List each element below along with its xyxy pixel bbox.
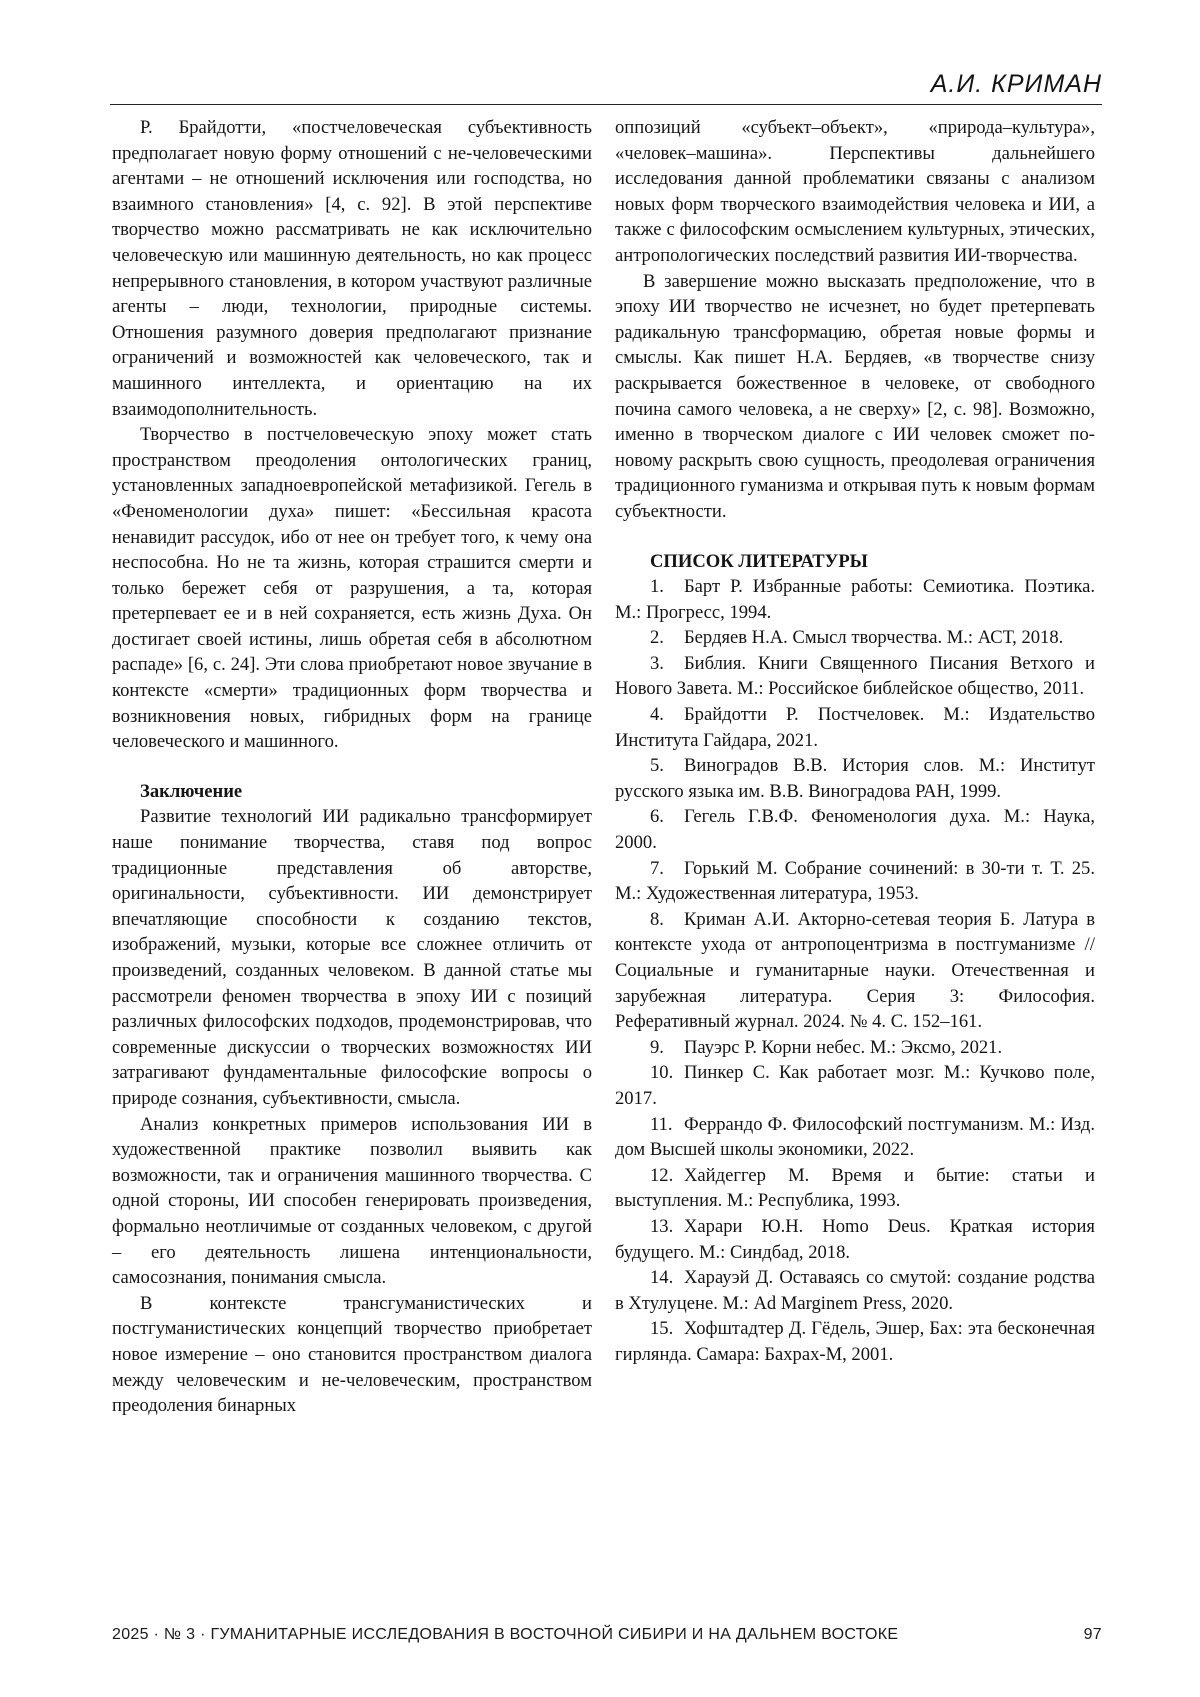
reference-item: [615, 804, 1095, 855]
left-column: [112, 115, 592, 1419]
reference-text: Виноградов В.В. История слов. М.: Институт русского языка им. В.В. Виноградова РАН, 1999.: [615, 755, 1095, 802]
reference-text: Харари Ю.Н. Homo Deus. Краткая история будущего. М.: Синдбад, 2018.: [615, 1215, 1095, 1263]
journal-title: 2025 · № 3 · ГУМАНИТАРНЫЕ ИССЛЕДОВАНИЯ В ВОСТОЧНОЙ СИБИРИ И НА ДАЛЬНЕМ ВОСТОКЕ: [112, 1626, 899, 1643]
reference-number: 1.: [650, 576, 664, 598]
reference-number: 14.: [650, 1267, 674, 1289]
reference-item: [615, 1163, 1095, 1214]
references-list: [615, 574, 1095, 1367]
reference-item: [615, 702, 1095, 753]
header-rule: [110, 104, 1102, 105]
running-header-author: А.И. КРИМАН: [930, 70, 1102, 98]
reference-item: [615, 1316, 1095, 1367]
reference-text: Пинкер С. Как работает мозг. М.: Кучково поле, 2017.: [615, 1062, 1095, 1109]
reference-number: 5.: [650, 755, 664, 777]
reference-item: [615, 1214, 1095, 1265]
reference-item: [615, 574, 1095, 625]
body-paragraph: В завершение можно высказать предположение, что в эпоху ИИ творчество не исчезнет, но будет претерпевать радикальную трансформацию, обретая новые формы и смыслы. Как пишет Н.А. Бердяев, «в творчестве снизу раскрывается божественное в человеке, от свободного почина самого человека, а не сверху» [2, с. 98]. Возможно, именно в творческом диалоге с ИИ человек сможет по-новому раскрыть свою сущность, преодолевая ограничения традиционного гуманизма и открывая путь к новым формам субъектности.: [615, 270, 1095, 522]
reference-number: 8.: [650, 908, 664, 930]
reference-number: 3.: [650, 652, 664, 674]
body-paragraph: оппозиций «субъект–объект», «природа–культура», «человек–машина». Перспективы дальнейшего исследования данной проблематики связаны с анализом новых форм творческого взаимодействия человека и ИИ, а также с философским осмыслением культурных, этических, антропологических последствий развития ИИ-творчества.: [615, 117, 1095, 266]
reference-number: 15.: [650, 1318, 674, 1340]
body-paragraph: Анализ конкретных примеров использования ИИ в художественной практике позволил выявить как возможности, так и ограничения машинного творчества. С одной стороны, ИИ способен генерировать произведения, формально неотличимые от созданных человеком, с другой – его деятельность лишена интенциональности, самосознания, понимания смысла.: [112, 1113, 592, 1289]
references-heading: СПИСОК ЛИТЕРАТУРЫ: [650, 550, 868, 572]
reference-text: Хофштадтер Д. Гёдель, Эшер, Бах: эта бесконечная гирлянда. Самара: Бахрах-М, 2001.: [615, 1318, 1095, 1365]
reference-text: Гегель Г.В.Ф. Феноменология духа. М.: Наука, 2000.: [615, 806, 1095, 854]
reference-item: [615, 1035, 1095, 1061]
reference-number: 11.: [650, 1113, 673, 1135]
reference-text: Феррандо Ф. Философский постгуманизм. М.: Изд. дом Высшей школы экономики, 2022.: [615, 1113, 1095, 1161]
reference-text: Криман А.И. Акторно-сетевая теория Б. Латура в контексте ухода от антропоцентризма в постгуманизме // Социальные и гуманитарные науки. Отечественная и зарубежная литература. Серия 3: Философия. Реферативный журнал. 2024. № 4. С. 152–161.: [615, 908, 1095, 1033]
reference-item: [615, 907, 1095, 1035]
reference-number: 13.: [650, 1215, 674, 1237]
reference-number: 6.: [650, 806, 664, 828]
reference-item: [615, 625, 1095, 651]
conclusion-heading: Заключение: [140, 780, 243, 802]
reference-number: 4.: [650, 704, 664, 726]
reference-number: 7.: [650, 857, 664, 879]
reference-text: Хайдеггер М. Время и бытие: статьи и выступления. М.: Республика, 1993.: [615, 1164, 1095, 1212]
body-paragraph: Р. Брайдотти, «постчеловеческая субъективность предполагает новую форму отношений с не-человеческими агентами – не отношений исключения или господства, но взаимного становления» [4, с. 92]. В этой перспективе творчество можно рассматривать не как исключительно человеческую или машинную деятельность, но как процесс непрерывного становления, в котором участвуют различные агенты – люди, технологии, природные системы. Отношения разумного доверия предполагают признание ограничений и возможностей как человеческого, так и машинного интеллекта, и ориентацию на их взаимодополнительность.: [112, 117, 592, 420]
reference-item: [615, 1112, 1095, 1163]
reference-item: [615, 1265, 1095, 1316]
reference-number: 10.: [650, 1062, 674, 1084]
right-column: [615, 115, 1095, 1368]
reference-text: Пауэрс Р. Корни небес. М.: Эксмо, 2021.: [684, 1036, 1003, 1058]
reference-number: 12.: [650, 1164, 674, 1186]
body-paragraph: Развитие технологий ИИ радикально трансформирует наше понимание творчества, ставя под вопрос традиционные представления об авторстве, оригинальности, субъективности. ИИ демонстрирует впечатляющие способности к созданию текстов, изображений, музыки, которые все сложнее отличить от произведений, созданных человеком. В данной статье мы рассмотрели феномен творчества в эпоху ИИ с позиций различных философских подходов, продемонстрировав, что современные дискуссии о творческих возможностях ИИ затрагивают фундаментальные философские вопросы о природе сознания, субъективности, смысла.: [112, 806, 592, 1109]
reference-number: 2.: [650, 627, 664, 649]
reference-text: Горький М. Собрание сочинений: в 30-ти т. Т. 25. М.: Художественная литература, 1953.: [615, 857, 1095, 905]
reference-text: Барт Р. Избранные работы: Семиотика. Поэтика. М.: Прогресс, 1994.: [615, 576, 1095, 623]
reference-number: 9.: [650, 1036, 664, 1058]
reference-text: Бердяев Н.А. Смысл творчества. М.: АСТ, 2018.: [684, 627, 1064, 649]
body-paragraph: В контексте трансгуманистических и постгуманистических концепций творчество приобретает новое измерение – оно становится пространством диалога между человеческим и не-человеческим, пространством преодоления бинарных: [112, 1292, 592, 1417]
reference-text: Харауэй Д. Оставаясь со смутой: создание родства в Хтулуцене. М.: Ad Marginem Press, 2020.: [615, 1267, 1095, 1314]
page-footer: [112, 1626, 1102, 1644]
page-number: 97: [1083, 1626, 1102, 1643]
reference-item: [615, 651, 1095, 702]
reference-item: [615, 753, 1095, 804]
reference-text: Библия. Книги Священного Писания Ветхого и Нового Завета. М.: Российское библейское общество, 2011.: [615, 652, 1095, 700]
body-paragraph: Творчество в постчеловеческую эпоху может стать пространством преодоления онтологических границ, установленных западноевропейской метафизикой. Гегель в «Феноменологии духа» пишет: «Бессильная красота ненавидит рассудок, ибо от нее он требует того, к чему она неспособна. Но не та жизнь, которая страшится смерти и только бережет себя от разрушения, а та, которая претерпевает ее и в ней сохраняется, есть жизнь Духа. Он достигает своей истины, лишь обретая себя в абсолютном распаде» [6, с. 24]. Эти слова приобретают новое звучание в контексте «смерти» традиционных форм творчества и возникновения новых, гибридных форм на границе человеческого и машинного.: [112, 424, 592, 753]
reference-item: [615, 856, 1095, 907]
reference-text: Брайдотти Р. Постчеловек. М.: Издательство Института Гайдара, 2021.: [615, 704, 1095, 751]
reference-item: [615, 1060, 1095, 1111]
